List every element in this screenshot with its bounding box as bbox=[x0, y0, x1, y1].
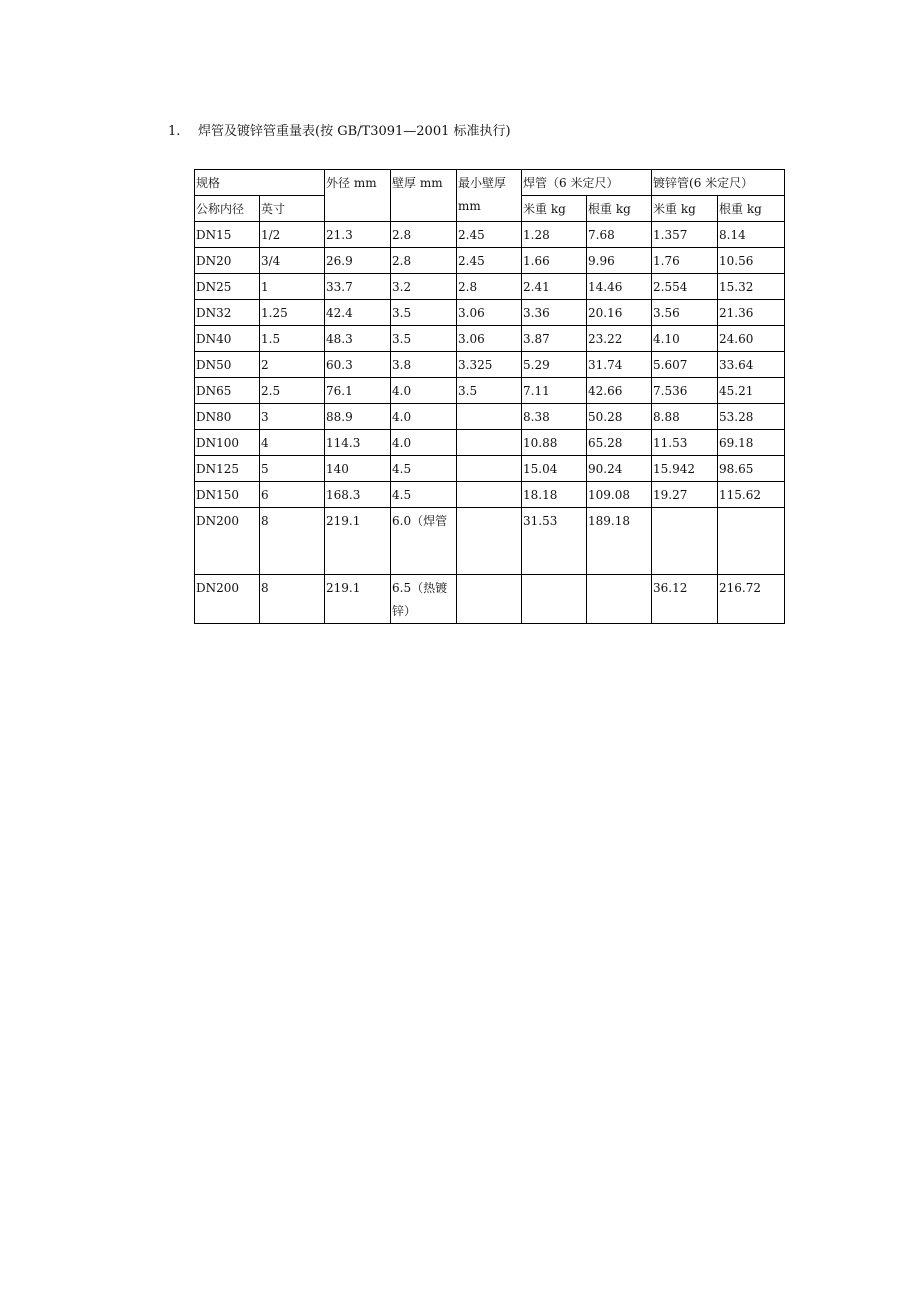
cell-wall-thickness: 2.8 bbox=[391, 222, 457, 248]
cell-wall-thickness: 4.0 bbox=[391, 430, 457, 456]
cell-nominal-diameter: DN100 bbox=[195, 430, 260, 456]
cell-galv-per-meter: 15.942 bbox=[652, 456, 718, 482]
cell-min-wall-thickness: 3.06 bbox=[457, 300, 522, 326]
cell-galv-per-meter: 1.76 bbox=[652, 248, 718, 274]
cell-galv-per-piece: 98.65 bbox=[718, 456, 785, 482]
heading-number: 1. bbox=[168, 124, 181, 139]
cell-inch: 1.5 bbox=[260, 326, 325, 352]
cell-galv-per-piece: 8.14 bbox=[718, 222, 785, 248]
header-inch: 英寸 bbox=[260, 196, 325, 222]
cell-galv-per-meter: 5.607 bbox=[652, 352, 718, 378]
header-outer-diameter: 外径 mm bbox=[325, 170, 391, 222]
cell-inch: 1 bbox=[260, 274, 325, 300]
cell-wall-thickness: 4.5 bbox=[391, 456, 457, 482]
table-row bbox=[195, 352, 785, 378]
cell-welded-per-piece: 31.74 bbox=[587, 352, 652, 378]
cell-galv-per-piece: 21.36 bbox=[718, 300, 785, 326]
cell-welded-per-piece: 23.22 bbox=[587, 326, 652, 352]
cell-inch: 1/2 bbox=[260, 222, 325, 248]
cell-galv-per-piece: 53.28 bbox=[718, 404, 785, 430]
table-row bbox=[195, 248, 785, 274]
cell-wall-thickness: 6.0（焊管 bbox=[391, 508, 457, 575]
cell-min-wall-thickness bbox=[457, 430, 522, 456]
cell-welded-per-meter: 3.87 bbox=[522, 326, 587, 352]
cell-welded-per-piece: 9.96 bbox=[587, 248, 652, 274]
cell-nominal-diameter: DN200 bbox=[195, 575, 260, 624]
cell-welded-per-meter: 1.66 bbox=[522, 248, 587, 274]
cell-welded-per-meter: 31.53 bbox=[522, 508, 587, 575]
cell-welded-per-meter: 15.04 bbox=[522, 456, 587, 482]
cell-outer-diameter: 26.9 bbox=[325, 248, 391, 274]
cell-inch: 4 bbox=[260, 430, 325, 456]
header-nominal-diameter: 公称内径 bbox=[195, 196, 260, 222]
cell-galv-per-meter: 2.554 bbox=[652, 274, 718, 300]
cell-outer-diameter: 219.1 bbox=[325, 575, 391, 624]
cell-outer-diameter: 48.3 bbox=[325, 326, 391, 352]
cell-min-wall-thickness: 3.5 bbox=[457, 378, 522, 404]
cell-welded-per-meter: 3.36 bbox=[522, 300, 587, 326]
header-galvanized-pipe: 镀锌管(6 米定尺） bbox=[652, 170, 785, 196]
cell-galv-per-piece: 15.32 bbox=[718, 274, 785, 300]
cell-wall-thickness: 2.8 bbox=[391, 248, 457, 274]
header-galv-per-piece: 根重 kg bbox=[718, 196, 785, 222]
cell-welded-per-meter: 5.29 bbox=[522, 352, 587, 378]
table-row bbox=[195, 482, 785, 508]
cell-wall-thickness: 4.0 bbox=[391, 404, 457, 430]
cell-wall-thickness: 3.8 bbox=[391, 352, 457, 378]
cell-nominal-diameter: DN32 bbox=[195, 300, 260, 326]
cell-galv-per-meter: 19.27 bbox=[652, 482, 718, 508]
cell-outer-diameter: 60.3 bbox=[325, 352, 391, 378]
header-welded-pipe: 焊管（6 米定尺） bbox=[522, 170, 652, 196]
cell-nominal-diameter: DN200 bbox=[195, 508, 260, 575]
cell-welded-per-piece bbox=[587, 575, 652, 624]
cell-min-wall-thickness bbox=[457, 508, 522, 575]
cell-galv-per-piece: 115.62 bbox=[718, 482, 785, 508]
cell-min-wall-thickness: 3.325 bbox=[457, 352, 522, 378]
cell-nominal-diameter: DN25 bbox=[195, 274, 260, 300]
cell-welded-per-meter: 1.28 bbox=[522, 222, 587, 248]
cell-min-wall-thickness bbox=[457, 575, 522, 624]
header-min-wall-line2: mm bbox=[458, 199, 481, 213]
cell-min-wall-thickness: 2.45 bbox=[457, 222, 522, 248]
table-row bbox=[195, 404, 785, 430]
header-spec: 规格 bbox=[195, 170, 325, 196]
cell-min-wall-thickness bbox=[457, 456, 522, 482]
cell-galv-per-meter: 8.88 bbox=[652, 404, 718, 430]
cell-wall-thickness: 4.5 bbox=[391, 482, 457, 508]
table-row bbox=[195, 326, 785, 352]
cell-welded-per-piece: 65.28 bbox=[587, 430, 652, 456]
cell-nominal-diameter: DN20 bbox=[195, 248, 260, 274]
cell-welded-per-piece: 50.28 bbox=[587, 404, 652, 430]
table-row bbox=[195, 222, 785, 248]
table-row bbox=[195, 274, 785, 300]
cell-inch: 1.25 bbox=[260, 300, 325, 326]
cell-welded-per-meter: 2.41 bbox=[522, 274, 587, 300]
cell-inch: 8 bbox=[260, 575, 325, 624]
cell-welded-per-meter: 10.88 bbox=[522, 430, 587, 456]
table-heading bbox=[168, 120, 511, 139]
table-row bbox=[195, 300, 785, 326]
cell-galv-per-piece: 69.18 bbox=[718, 430, 785, 456]
cell-inch: 3 bbox=[260, 404, 325, 430]
cell-nominal-diameter: DN125 bbox=[195, 456, 260, 482]
cell-outer-diameter: 21.3 bbox=[325, 222, 391, 248]
cell-inch: 3/4 bbox=[260, 248, 325, 274]
header-welded-per-meter: 米重 kg bbox=[522, 196, 587, 222]
cell-galv-per-piece: 216.72 bbox=[718, 575, 785, 624]
table-row bbox=[195, 575, 785, 624]
cell-welded-per-piece: 109.08 bbox=[587, 482, 652, 508]
table-row bbox=[195, 456, 785, 482]
cell-welded-per-piece: 42.66 bbox=[587, 378, 652, 404]
cell-welded-per-meter bbox=[522, 575, 587, 624]
cell-outer-diameter: 140 bbox=[325, 456, 391, 482]
cell-galv-per-meter: 4.10 bbox=[652, 326, 718, 352]
cell-min-wall-thickness: 3.06 bbox=[457, 326, 522, 352]
header-wall-thickness: 壁厚 mm bbox=[391, 170, 457, 222]
cell-inch: 2.5 bbox=[260, 378, 325, 404]
cell-welded-per-piece: 20.16 bbox=[587, 300, 652, 326]
cell-galv-per-piece: 24.60 bbox=[718, 326, 785, 352]
cell-galv-per-meter: 36.12 bbox=[652, 575, 718, 624]
cell-wall-thickness: 3.5 bbox=[391, 300, 457, 326]
cell-min-wall-thickness bbox=[457, 482, 522, 508]
cell-inch: 6 bbox=[260, 482, 325, 508]
cell-nominal-diameter: DN80 bbox=[195, 404, 260, 430]
cell-galv-per-piece bbox=[718, 508, 785, 575]
cell-welded-per-piece: 14.46 bbox=[587, 274, 652, 300]
heading-text: 焊管及镀锌管重量表(按 GB/T3091—2001 标准执行) bbox=[198, 124, 511, 139]
pipe-weight-table bbox=[194, 169, 785, 624]
header-galv-per-meter: 米重 kg bbox=[652, 196, 718, 222]
cell-wall-thickness: 6.5（热镀锌） bbox=[391, 575, 457, 624]
cell-min-wall-thickness: 2.45 bbox=[457, 248, 522, 274]
cell-min-wall-thickness bbox=[457, 404, 522, 430]
cell-wall-thickness: 3.2 bbox=[391, 274, 457, 300]
cell-galv-per-meter: 11.53 bbox=[652, 430, 718, 456]
cell-outer-diameter: 88.9 bbox=[325, 404, 391, 430]
cell-welded-per-piece: 7.68 bbox=[587, 222, 652, 248]
cell-outer-diameter: 76.1 bbox=[325, 378, 391, 404]
cell-outer-diameter: 114.3 bbox=[325, 430, 391, 456]
cell-galv-per-piece: 10.56 bbox=[718, 248, 785, 274]
cell-welded-per-meter: 18.18 bbox=[522, 482, 587, 508]
cell-nominal-diameter: DN15 bbox=[195, 222, 260, 248]
cell-inch: 8 bbox=[260, 508, 325, 575]
cell-galv-per-piece: 45.21 bbox=[718, 378, 785, 404]
cell-nominal-diameter: DN40 bbox=[195, 326, 260, 352]
cell-nominal-diameter: DN150 bbox=[195, 482, 260, 508]
cell-outer-diameter: 219.1 bbox=[325, 508, 391, 575]
cell-inch: 2 bbox=[260, 352, 325, 378]
table-row bbox=[195, 378, 785, 404]
table-row bbox=[195, 430, 785, 456]
cell-galv-per-meter: 7.536 bbox=[652, 378, 718, 404]
cell-galv-per-meter: 3.56 bbox=[652, 300, 718, 326]
header-min-wall-line1: 最小壁厚 bbox=[458, 176, 507, 190]
cell-outer-diameter: 42.4 bbox=[325, 300, 391, 326]
table-row bbox=[195, 508, 785, 575]
cell-welded-per-piece: 189.18 bbox=[587, 508, 652, 575]
cell-nominal-diameter: DN50 bbox=[195, 352, 260, 378]
cell-outer-diameter: 33.7 bbox=[325, 274, 391, 300]
cell-nominal-diameter: DN65 bbox=[195, 378, 260, 404]
header-row-1 bbox=[195, 170, 785, 196]
header-min-wall-thickness bbox=[457, 170, 522, 222]
cell-min-wall-thickness: 2.8 bbox=[457, 274, 522, 300]
cell-welded-per-meter: 7.11 bbox=[522, 378, 587, 404]
cell-galv-per-meter: 1.357 bbox=[652, 222, 718, 248]
cell-welded-per-meter: 8.38 bbox=[522, 404, 587, 430]
cell-galv-per-piece: 33.64 bbox=[718, 352, 785, 378]
cell-welded-per-piece: 90.24 bbox=[587, 456, 652, 482]
cell-outer-diameter: 168.3 bbox=[325, 482, 391, 508]
cell-wall-thickness: 3.5 bbox=[391, 326, 457, 352]
header-welded-per-piece: 根重 kg bbox=[587, 196, 652, 222]
cell-galv-per-meter bbox=[652, 508, 718, 575]
cell-wall-thickness: 4.0 bbox=[391, 378, 457, 404]
cell-inch: 5 bbox=[260, 456, 325, 482]
